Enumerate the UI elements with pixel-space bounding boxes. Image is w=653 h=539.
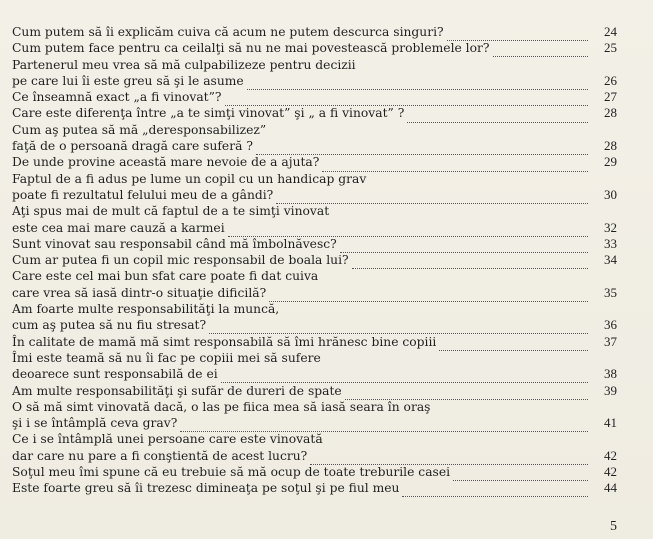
dot-leader <box>256 143 588 155</box>
toc-entry-line <box>12 171 617 187</box>
toc-entry-line <box>12 122 617 138</box>
toc-page-ref: 27 <box>604 89 617 105</box>
table-of-contents <box>12 24 617 497</box>
dot-leader <box>493 45 589 57</box>
toc-entry-line <box>12 236 617 252</box>
toc-entry <box>12 399 617 432</box>
toc-entry <box>12 350 617 383</box>
toc-entry-text: faţă de o persoană dragă care suferă ? <box>12 139 253 154</box>
toc-entry-line <box>12 431 617 447</box>
toc-entry <box>12 105 617 121</box>
dot-leader <box>247 78 588 90</box>
toc-entry-line <box>12 383 617 399</box>
toc-entry <box>12 171 617 204</box>
toc-page-ref: 29 <box>604 154 617 170</box>
toc-entry-text: Am foarte multe responsabilităţi la muncă, <box>12 302 280 317</box>
toc-entry-text: Sunt vinovat sau responsabil când mă îmbolnăvesc? <box>12 236 337 251</box>
toc-entry-text: deoarece sunt responsabilă de ei <box>12 367 218 382</box>
toc-entry-text: Faptul de a fi adus pe lume un copil cu un handicap grav <box>12 171 367 186</box>
dot-leader <box>345 388 588 400</box>
toc-entry-text: De unde provine această mare nevoie de a ajuta? <box>12 155 320 170</box>
toc-entry-line <box>12 138 617 154</box>
toc-entry-text: Am multe responsabilităţi şi sufăr de dureri de spate <box>12 383 342 398</box>
dot-leader <box>340 241 588 253</box>
toc-page-ref: 36 <box>604 317 617 333</box>
dot-leader <box>225 94 589 106</box>
toc-entry-line <box>12 40 617 56</box>
toc-entry <box>12 154 617 170</box>
dot-leader <box>439 339 588 351</box>
toc-entry-line <box>12 399 617 415</box>
toc-entry-text: În calitate de mamă mă simt responsabilă să îmi hrănesc bine copiii <box>12 334 437 349</box>
toc-page-ref: 44 <box>604 480 617 496</box>
toc-entry <box>12 268 617 301</box>
dot-leader <box>447 29 588 41</box>
dot-leader <box>221 371 588 383</box>
toc-entry <box>12 57 617 90</box>
toc-page-ref: 38 <box>604 366 617 382</box>
toc-entry <box>12 24 617 40</box>
toc-entry-text: pe care lui îi este greu să şi le asume <box>12 73 244 88</box>
toc-entry-line <box>12 448 617 464</box>
toc-entry-text: poate fi rezultatul felului meu de a gândi? <box>12 187 274 202</box>
toc-entry-line <box>12 480 617 496</box>
toc-page-ref: 28 <box>604 105 617 121</box>
toc-entry-text: care vrea să iasă dintr-o situaţie dificilă? <box>12 285 267 300</box>
toc-entry-line <box>12 464 617 480</box>
toc-entry-text: Cum putem face pentru ca ceilalţi să nu ne mai povestească problemele lor? <box>12 41 490 56</box>
toc-page-ref: 32 <box>604 219 617 235</box>
toc-entry-text: Soţul meu îmi spune că eu trebuie să mă ocup de toate treburile casei <box>12 465 451 480</box>
dot-leader <box>228 225 588 237</box>
toc-page-ref: 37 <box>604 333 617 349</box>
dot-leader <box>407 111 588 123</box>
toc-entry <box>12 334 617 350</box>
dot-leader <box>322 160 588 172</box>
toc-entry <box>12 480 617 496</box>
toc-entry-line <box>12 334 617 350</box>
toc-entry <box>12 301 617 334</box>
toc-entry-line <box>12 301 617 317</box>
toc-entry-line <box>12 366 617 382</box>
dot-leader <box>209 322 588 334</box>
dot-leader <box>276 192 588 204</box>
toc-page-ref: 30 <box>604 186 617 202</box>
toc-entry-line <box>12 105 617 121</box>
toc-entry-line <box>12 187 617 203</box>
toc-entry-line <box>12 268 617 284</box>
dot-leader <box>402 485 588 497</box>
toc-entry <box>12 431 617 464</box>
toc-entry <box>12 383 617 399</box>
toc-entry-line <box>12 415 617 431</box>
toc-entry <box>12 89 617 105</box>
toc-entry-text: Este foarte greu să îi trezesc dimineaţa pe soţul şi pe fiul meu <box>12 481 400 496</box>
toc-entry <box>12 40 617 56</box>
toc-entry <box>12 122 617 155</box>
toc-page-ref: 42 <box>604 464 617 480</box>
toc-entry-text: Aţi spus mai de mult că faptul de a te simţi vinovat <box>12 204 330 219</box>
toc-entry <box>12 252 617 268</box>
toc-entry-text: Care este cel mai bun sfat care poate fi dat cuiva <box>12 269 319 284</box>
toc-page-ref: 42 <box>604 447 617 463</box>
toc-entry-text: Cum putem să îi explicăm cuiva că acum ne putem descurca singuri? <box>12 25 444 39</box>
page-number: 5 <box>610 519 617 534</box>
toc-page-ref: 39 <box>604 382 617 398</box>
toc-entry-line <box>12 73 617 89</box>
toc-page-ref: 28 <box>604 138 617 154</box>
dot-leader <box>180 420 588 432</box>
toc-entry-text: Ce i se întâmplă unei persoane care este vinovată <box>12 432 323 447</box>
toc-entry-line <box>12 203 617 219</box>
toc-page-ref: 34 <box>604 252 617 268</box>
toc-entry-text: O să mă simt vinovată dacă, o las pe fiica mea să iasă seara în oraş <box>12 399 431 414</box>
toc-entry-text: cum aş putea să nu fiu stresat? <box>12 318 207 333</box>
toc-page-ref: 41 <box>604 415 617 431</box>
toc-entry-text: Care este diferenţa între „a te simţi vinovat” şi „ a fi vinovat” ? <box>12 106 405 121</box>
toc-entry-line <box>12 252 617 268</box>
toc-entry-text: Partenerul meu vrea să mă culpabilizeze pentru decizii <box>12 57 356 72</box>
toc-entry-text: Cum ar putea fi un copil mic responsabil de boala lui? <box>12 253 349 268</box>
toc-entry-line <box>12 154 617 170</box>
toc-page-ref: 24 <box>604 24 617 39</box>
dot-leader <box>269 290 588 302</box>
dot-leader <box>310 453 588 465</box>
toc-entry-line <box>12 285 617 301</box>
toc-entry-line <box>12 89 617 105</box>
toc-entry-line <box>12 350 617 366</box>
dot-leader <box>453 469 588 481</box>
toc-page-ref: 26 <box>604 72 617 88</box>
toc-entry-text: Ce înseamnă exact „a fi vinovat”? <box>12 90 222 105</box>
toc-page-ref: 33 <box>604 235 617 251</box>
toc-entry-text: Îmi este teamă să nu îi fac pe copiii mei să sufere <box>12 350 321 365</box>
toc-page-ref: 35 <box>604 284 617 300</box>
toc-entry <box>12 236 617 252</box>
toc-entry-line <box>12 220 617 236</box>
toc-entry-line <box>12 317 617 333</box>
toc-entry-text: Cum aş putea să mă „deresponsabilizez” <box>12 122 267 137</box>
toc-entry-text: şi i se întâmplă ceva grav? <box>12 416 178 431</box>
toc-entry-text: dar care nu pare a fi conştientă de acest lucru? <box>12 448 308 463</box>
toc-entry-line <box>12 24 617 40</box>
toc-page-ref: 25 <box>604 40 617 56</box>
dot-leader <box>352 257 588 269</box>
toc-entry-text: este cea mai mare cauză a karmei <box>12 220 225 235</box>
toc-entry-line <box>12 57 617 73</box>
toc-entry <box>12 464 617 480</box>
toc-entry <box>12 203 617 236</box>
